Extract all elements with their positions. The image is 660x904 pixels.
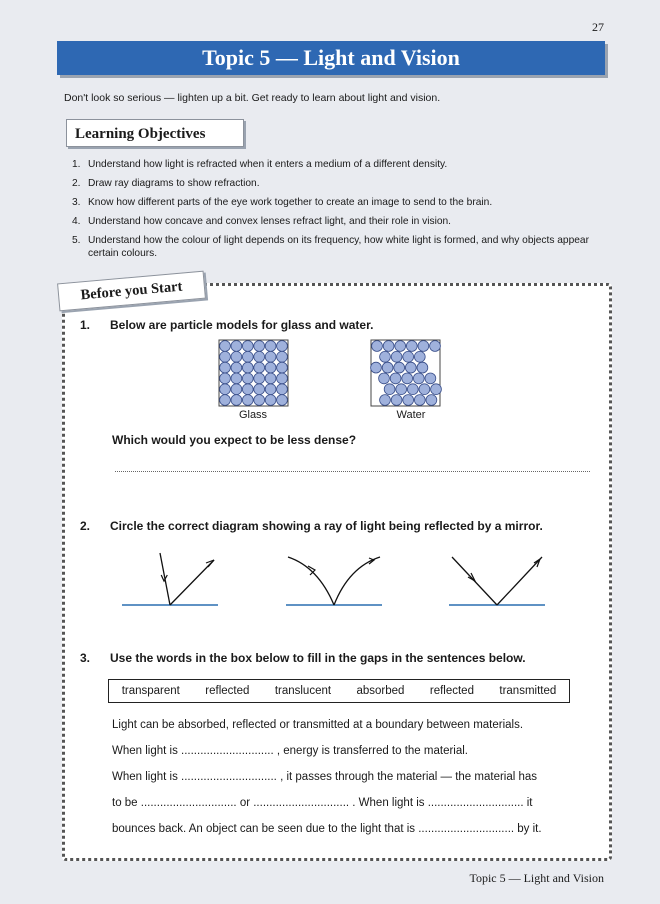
particle — [277, 351, 288, 362]
particle — [265, 395, 276, 406]
list-item: 2. Draw ray diagrams to show refraction. — [72, 178, 260, 189]
particle — [371, 362, 382, 373]
particle — [265, 384, 276, 395]
particle — [380, 395, 391, 406]
container-box — [219, 340, 288, 406]
particle — [417, 362, 428, 373]
particle — [220, 373, 231, 384]
particle — [220, 384, 231, 395]
before-you-start-heading: Before you Start — [57, 271, 206, 312]
particle — [382, 362, 393, 373]
sentence-line[interactable]: bounces back. An object can be seen due to the light that is .............................. by it. — [112, 823, 542, 835]
particle — [265, 351, 276, 362]
particle — [231, 373, 242, 384]
list-item: 4. Understand how concave and convex lenses refract light, and their role in vision. — [72, 216, 451, 227]
page-number: 27 — [592, 20, 604, 34]
reflected-ray — [334, 557, 380, 605]
sentence-line: Light can be absorbed, reflected or transmitted at a boundary between materials. — [112, 719, 524, 731]
particle — [406, 341, 417, 352]
particle — [254, 362, 265, 373]
page-title: Topic 5 — Light and Vision — [57, 41, 605, 75]
particle — [242, 373, 253, 384]
sentence-line[interactable]: When light is .............................. , it passes through the material — the material has — [112, 771, 538, 783]
particle — [379, 373, 390, 384]
particle — [414, 395, 425, 406]
particle — [220, 395, 231, 406]
water-particle-model — [371, 340, 440, 406]
learning-objectives-heading: Learning Objectives — [66, 119, 244, 147]
particle — [396, 384, 407, 395]
word-option: transmitted — [499, 685, 557, 697]
particle — [394, 362, 405, 373]
particle — [254, 351, 265, 362]
word-option: reflected — [205, 685, 250, 697]
reflection-diagram-a[interactable] — [118, 545, 223, 610]
particle — [265, 362, 276, 373]
particle — [254, 341, 265, 352]
particle — [242, 395, 253, 406]
particle — [419, 384, 430, 395]
particle — [405, 362, 416, 373]
particle — [431, 384, 442, 395]
particle — [254, 384, 265, 395]
particle — [231, 341, 242, 352]
particle — [220, 351, 231, 362]
question-1-prompt: Which would you expect to be less dense? — [112, 433, 357, 447]
particle — [403, 395, 414, 406]
particle — [430, 341, 441, 352]
particle — [425, 373, 436, 384]
learning-objectives-list — [72, 158, 612, 266]
particle — [391, 395, 402, 406]
particle — [384, 384, 395, 395]
word-option: absorbed — [356, 685, 405, 697]
reflected-ray — [170, 560, 214, 605]
particle — [220, 362, 231, 373]
particle — [277, 373, 288, 384]
particle — [265, 341, 276, 352]
list-item: 1. Understand how light is refracted when it enters a medium of a different density. — [72, 159, 448, 170]
particle — [426, 395, 437, 406]
word-option: reflected — [429, 685, 474, 697]
particle — [277, 362, 288, 373]
water-label: Water — [396, 409, 426, 421]
particle — [242, 351, 253, 362]
particle — [242, 362, 253, 373]
particle — [231, 362, 242, 373]
glass-particle-model — [219, 340, 288, 406]
particle — [242, 384, 253, 395]
word-box — [108, 679, 570, 703]
intro-text: Don't look so serious — lighten up a bit. Get ready to learn about light and vision. — [64, 92, 441, 104]
particle — [277, 341, 288, 352]
particle — [220, 341, 231, 352]
particle — [380, 351, 391, 362]
particle — [413, 373, 424, 384]
particle — [242, 341, 253, 352]
particle — [402, 373, 413, 384]
particle — [254, 395, 265, 406]
word-option: translucent — [274, 685, 332, 697]
page-footer: Topic 5 — Light and Vision — [469, 871, 604, 885]
reflection-diagram-b[interactable] — [283, 545, 388, 610]
particle — [414, 351, 425, 362]
particle — [383, 341, 394, 352]
particle — [403, 351, 414, 362]
particle — [231, 351, 242, 362]
list-item: 3. Know how different parts of the eye work together to create an image to send to the brain. — [72, 197, 493, 208]
word-option: transparent — [121, 685, 180, 697]
incident-ray — [288, 557, 334, 605]
particle — [395, 341, 406, 352]
sentence-line[interactable]: to be .............................. or .............................. . When light is .............................. it — [112, 797, 533, 809]
particle — [391, 351, 402, 362]
particle — [231, 384, 242, 395]
answer-line[interactable] — [115, 470, 590, 472]
particle — [254, 373, 265, 384]
glass-label: Glass — [238, 409, 268, 421]
sentence-line[interactable]: When light is ............................. , energy is transferred to the material. — [112, 745, 468, 757]
reflected-ray — [497, 557, 542, 605]
particle — [277, 395, 288, 406]
list-item: 5. Understand how the colour of light depends on its frequency, how white light is formed, and why objects appear certain colours. — [72, 235, 589, 259]
particle — [231, 395, 242, 406]
particle — [277, 384, 288, 395]
particle — [265, 373, 276, 384]
particle — [390, 373, 401, 384]
reflection-diagram-c[interactable] — [447, 545, 552, 610]
particle — [407, 384, 418, 395]
particle — [372, 341, 383, 352]
particle — [418, 341, 429, 352]
